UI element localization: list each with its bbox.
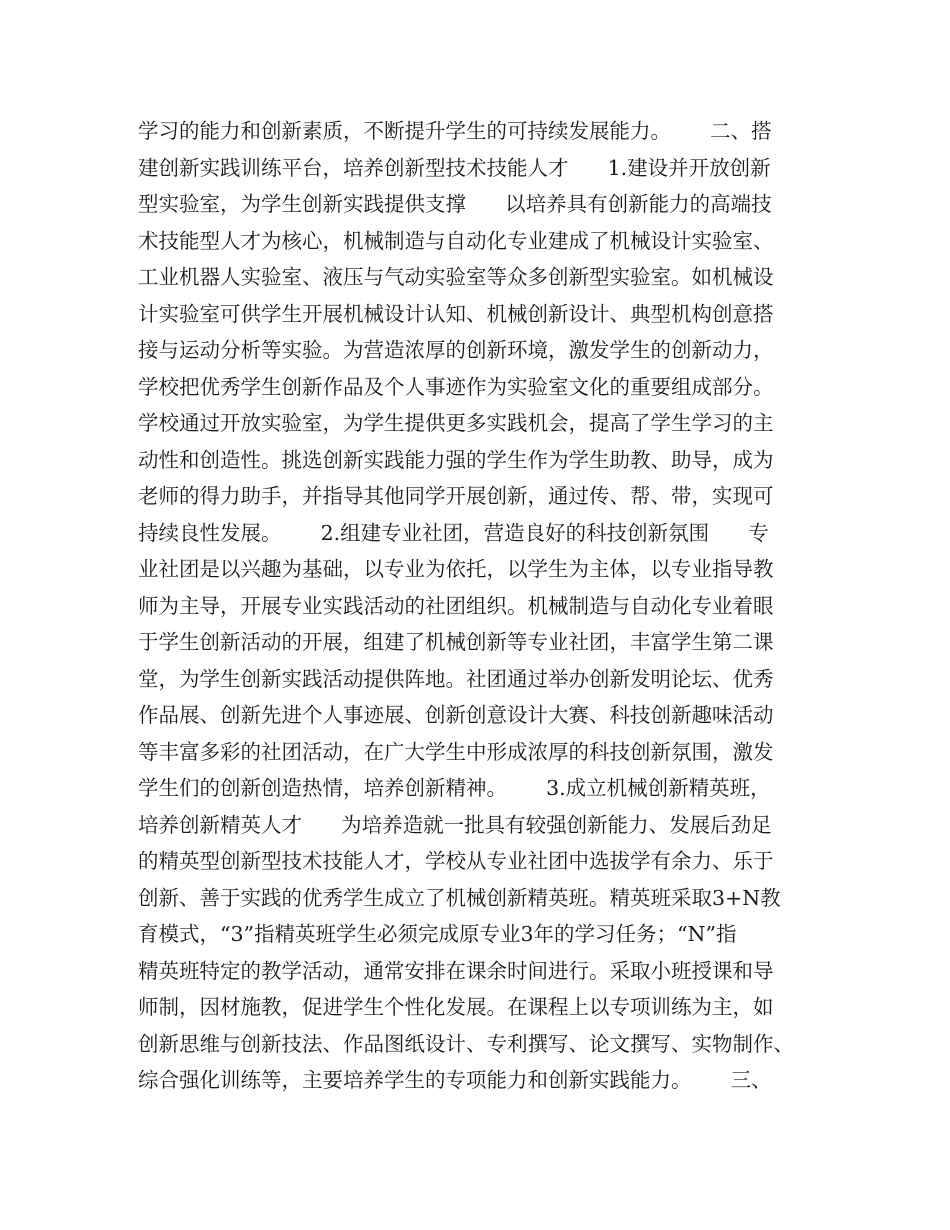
text-line: 育模式，“3”指精英班学生必须完成原专业3年的学习任务；“N”指 xyxy=(138,922,737,946)
body-text xyxy=(138,113,838,1099)
text-line: 创新思维与创新技法、作品图纸设计、专利撰写、论文撰写、实物制作、 xyxy=(138,1031,794,1056)
text-line: 学校通过开放实验室，为学生提供更多实践机会，提高了学生学习的主 xyxy=(138,411,774,435)
text-line: 堂，为学生创新实践活动提供阵地。社团通过举办创新发明论坛、优秀 xyxy=(138,666,774,691)
text-line: 学习的能力和创新素质，不断提升学生的可持续发展能力。 二、搭 xyxy=(138,119,772,143)
text-line: 接与运动分析等实验。为营造浓厚的创新环境，激发学生的创新动力， xyxy=(138,338,774,362)
text-line: 的精英型创新型技术技能人才，学校从专业社团中选拔学有余力、乐于 xyxy=(138,849,774,873)
text-line: 业社团是以兴趣为基础，以专业为依托，以学生为主体，以专业指导教 xyxy=(138,557,774,581)
text-line: 老师的得力助手，并指导其他同学开展创新，通过传、帮、带，实现可 xyxy=(138,484,774,508)
text-line: 术技能型人才为核心，机械制造与自动化专业建成了机械设计实验室、 xyxy=(138,228,774,253)
text-line: 综合强化训练等，主要培养学生的专项能力和创新实践能力。 三、 xyxy=(138,1068,772,1092)
text-line: 建创新实践训练平台，培养创新型技术技能人才 1.建设并开放创新 xyxy=(138,155,771,180)
text-line: 师为主导，开展专业实践活动的社团组织。机械制造与自动化专业着眼 xyxy=(138,593,774,618)
text-line: 动性和创造性。挑选创新实践能力强的学生作为学生助教、助导，成为 xyxy=(138,447,774,472)
text-line: 型实验室，为学生创新实践提供支撑 以培养具有创新能力的高端技 xyxy=(138,192,772,216)
text-line: 计实验室可供学生开展机械设计认知、机械创新设计、典型机构创意搭 xyxy=(138,301,774,326)
text-line: 等丰富多彩的社团活动，在广大学生中形成浓厚的科技创新氛围，激发 xyxy=(138,739,774,764)
text-line: 作品展、创新先进个人事迹展、创新创意设计大赛、科技创新趣味活动 xyxy=(138,703,774,727)
text-line: 培养创新精英人才 为培养造就一批具有较强创新能力、发展后劲足 xyxy=(138,812,772,837)
text-line: 学校把优秀学生创新作品及个人事迹作为实验室文化的重要组成部分。 xyxy=(138,374,774,399)
text-line: 精英班特定的教学活动，通常安排在课余时间进行。采取小班授课和导 xyxy=(138,958,774,983)
text-line: 创新、善于实践的优秀学生成立了机械创新精英班。精英班采取3+N教 xyxy=(138,885,781,910)
text-line: 学生们的创新创造热情，培养创新精神。 3.成立机械创新精英班， xyxy=(138,776,771,800)
text-line: 工业机器人实验室、液压与气动实验室等众多创新型实验室。如机械设 xyxy=(138,265,774,289)
text-line: 于学生创新活动的开展，组建了机械创新等专业社团，丰富学生第二课 xyxy=(138,630,774,654)
text-line: 持续良性发展。 2.组建专业社团，营造良好的科技创新氛围 专 xyxy=(138,520,769,545)
text-line: 师制，因材施教，促进学生个性化发展。在课程上以专项训练为主，如 xyxy=(138,995,774,1019)
